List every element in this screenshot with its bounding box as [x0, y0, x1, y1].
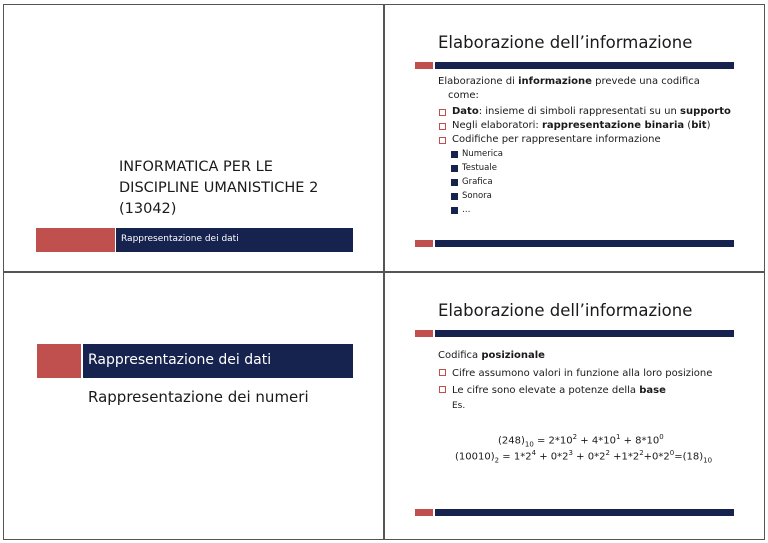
formula-part: (10010)	[455, 451, 495, 463]
sub-bullet-item: …	[438, 203, 758, 217]
formula-subscript: 10	[703, 456, 713, 465]
formula-part: + 0*2	[536, 451, 569, 463]
intro-bold: posizionale	[481, 350, 545, 361]
formula-part: + 0*2	[572, 451, 606, 463]
slide-1	[3, 4, 384, 272]
formula-part: +1*2	[609, 451, 640, 463]
title-rule	[435, 330, 734, 337]
bullet-item	[438, 133, 758, 147]
slide-body	[438, 347, 758, 413]
course-title-line-1: INFORMATICA PER LE	[119, 159, 273, 175]
formula-exponent: 1	[615, 433, 621, 441]
course-title	[119, 157, 318, 220]
slide-title: Elaborazione dell’informazione	[438, 301, 693, 320]
bullet-item	[438, 105, 758, 119]
sub-bullet-item: Numerica	[438, 147, 758, 161]
formula-part: =(18)	[674, 451, 704, 463]
formula-part: + 8*10	[620, 435, 660, 447]
sub-bullet-item: Grafica	[438, 175, 758, 189]
bullet-bold: base	[639, 385, 666, 396]
accent-bar	[415, 62, 433, 69]
formula-part: + 4*10	[577, 435, 616, 447]
accent-bar	[415, 330, 433, 337]
formula-exponent: 2	[605, 449, 610, 457]
slide-4	[384, 272, 765, 540]
formula-exponent: 3	[568, 449, 573, 457]
slide-title: Elaborazione dell’informazione	[438, 33, 693, 52]
bullet-text: Negli elaboratori:	[452, 120, 542, 131]
intro-text-end: prevede una codifica	[591, 76, 700, 87]
formula-subscript: 2	[494, 456, 500, 465]
sub-bullet-item: Sonora	[438, 189, 758, 203]
bullet-text: : insieme di simboli rappresentati su un	[478, 106, 681, 117]
bullet-text: Le cifre sono elevate a potenze della	[452, 385, 640, 396]
bullet-item	[438, 382, 758, 399]
formula-part: = 2*10	[533, 435, 573, 447]
formula-exponent: 4	[531, 449, 537, 457]
slide-3	[3, 272, 384, 540]
formula-binary	[455, 449, 712, 464]
intro-text: Codifica	[438, 350, 482, 361]
course-title-line-2: DISCIPLINE UMANISTICHE 2	[119, 180, 319, 196]
intro-continuation: come:	[448, 90, 479, 101]
bullet-item	[438, 365, 758, 382]
formula-part: +0*2	[643, 451, 670, 463]
slide-body	[438, 75, 758, 217]
subtitle-band-label: Rappresentazione dei dati	[121, 234, 239, 244]
course-title-line-3: (13042)	[119, 201, 177, 217]
bullet-item	[438, 119, 758, 133]
bullet-bold: Dato	[452, 106, 479, 117]
intro-bold: informazione	[518, 76, 592, 87]
bullet-text: Cifre assumono valori in funzione alla loro posizione	[452, 368, 713, 379]
footer-rule	[435, 240, 734, 247]
accent-bar	[37, 344, 81, 378]
formula-decimal	[498, 433, 664, 448]
slide-2	[384, 4, 765, 272]
footer-accent-bar	[415, 509, 433, 516]
formula-subscript: 10	[524, 440, 534, 449]
formula-part: = 1*2	[499, 451, 532, 463]
formula-exponent: 0	[669, 449, 675, 457]
bullet-bold: supporto	[680, 106, 731, 117]
footer-accent-bar	[415, 240, 433, 247]
bullet-text: Codifiche per rappresentare informazione	[452, 134, 661, 145]
formula-exponent: 0	[659, 433, 664, 441]
bullet-text: (	[684, 120, 692, 131]
section-band-label: Rappresentazione dei dati	[88, 352, 272, 368]
bullet-bold: bit	[691, 120, 707, 131]
section-subtitle: Rappresentazione dei numeri	[88, 388, 309, 406]
example-label: Es.	[452, 401, 466, 411]
footer-rule	[435, 509, 734, 516]
title-rule	[435, 62, 734, 69]
sub-bullet-item: Testuale	[438, 161, 758, 175]
formula-exponent: 2	[639, 449, 644, 457]
intro-paragraph	[438, 347, 758, 364]
intro-text: Elaborazione di	[438, 76, 519, 87]
accent-bar	[36, 228, 115, 252]
formula-part: (248)	[498, 435, 525, 447]
bullet-bold: rappresentazione binaria	[541, 120, 685, 131]
intro-paragraph	[438, 75, 758, 103]
bullet-text: )	[706, 120, 711, 131]
formula-exponent: 2	[572, 433, 578, 441]
